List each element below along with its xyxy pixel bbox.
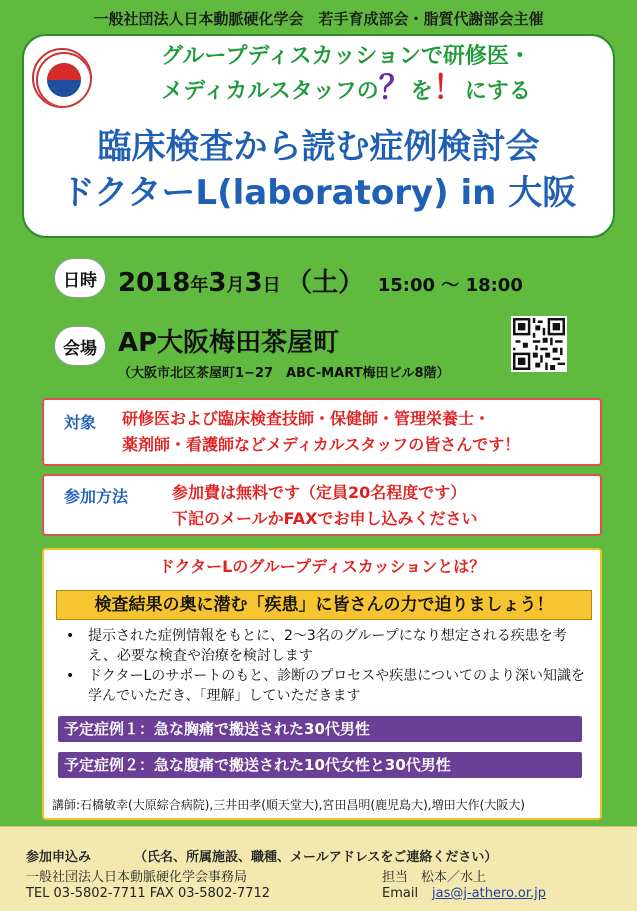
organizer-text: 一般社団法人日本動脈硬化学会 若手育成部会・脂質代謝部会主催 — [93, 10, 544, 28]
discussion-banner: 検査結果の奥に潜む「疾患」に皆さんの力で迫りましょう！ — [56, 590, 592, 620]
qr-code-icon[interactable] — [511, 316, 567, 372]
office-name: 一般社団法人日本動脈硬化学会事務局 — [26, 870, 248, 885]
apply-note: （氏名、所属施設、職種、メールアドレスをご連絡ください） — [134, 850, 498, 865]
main-title-line2: ドクターL(laboratory) in 大阪 — [60, 173, 577, 213]
email-link[interactable]: jas@j-athero.or.jp — [432, 886, 546, 901]
tel-fax: TEL 03-5802-7711 FAX 03-5802-7712 — [26, 886, 271, 901]
method-text: 参加費は無料です（定員20名程度です） 下記のメールかFAXでお申し込みください — [172, 483, 478, 528]
tagline-line2: メディカルスタッフの？を！にする — [161, 68, 531, 106]
datetime-text: 2018年3月3日 （土） 15:00 〜 18:00 — [118, 268, 523, 298]
lecturers-text: 講師:石橋敏幸(大原綜合病院),三井田孝(順天堂大),宮田昌明(鹿児島大),増田大作(大阪大) — [52, 798, 525, 812]
main-title-line1: 臨床検査から読む症例検討会 — [97, 127, 540, 167]
email-label: Email — [382, 886, 419, 901]
case-1: 予定症例１：急な胸痛で搬送された30代男性 — [58, 716, 582, 742]
list-item: • 提示された症例情報をもとに、2〜3名のグループになり想定される疾患を考え、必要な検査や治療を検討します — [60, 626, 590, 666]
target-text: 研修医および臨床検査技師・保健師・管理栄養士・ 薬剤師・看護師などメディカルスタッフの皆さんです！ — [122, 409, 521, 454]
venue-label: 会場 — [54, 326, 106, 366]
discussion-title: ドクターLのグループディスカッションとは？ — [158, 557, 486, 576]
apply-label: 参加申込み — [26, 850, 92, 865]
target-label: 対象 — [64, 413, 97, 432]
main-title — [24, 124, 613, 216]
tagline-line1: グループディスカッションで研修医・ — [161, 44, 531, 69]
exclamation-mark-icon: ！ — [432, 68, 465, 106]
discussion-bullets — [60, 626, 590, 706]
venue-name: AP大阪梅田茶屋町 — [118, 328, 340, 358]
society-logo — [32, 48, 92, 108]
contact-person: 担当 松本／水上 — [382, 870, 487, 885]
venue-address: （大阪市北区茶屋町1−27 ABC-MART梅田ビル8階） — [118, 366, 450, 381]
case-2: 予定症例２：急な腹痛で搬送された10代女性と30代男性 — [58, 752, 582, 778]
method-label: 参加方法 — [64, 487, 129, 506]
list-item: • ドクターLのサポートのもと、診断のプロセスや疾患についてのより深い知識を学んでいただき、「理解」していただきます — [60, 666, 590, 706]
question-mark-icon: ？ — [378, 68, 411, 106]
datetime-label: 日時 — [54, 258, 106, 298]
tagline — [96, 42, 596, 107]
